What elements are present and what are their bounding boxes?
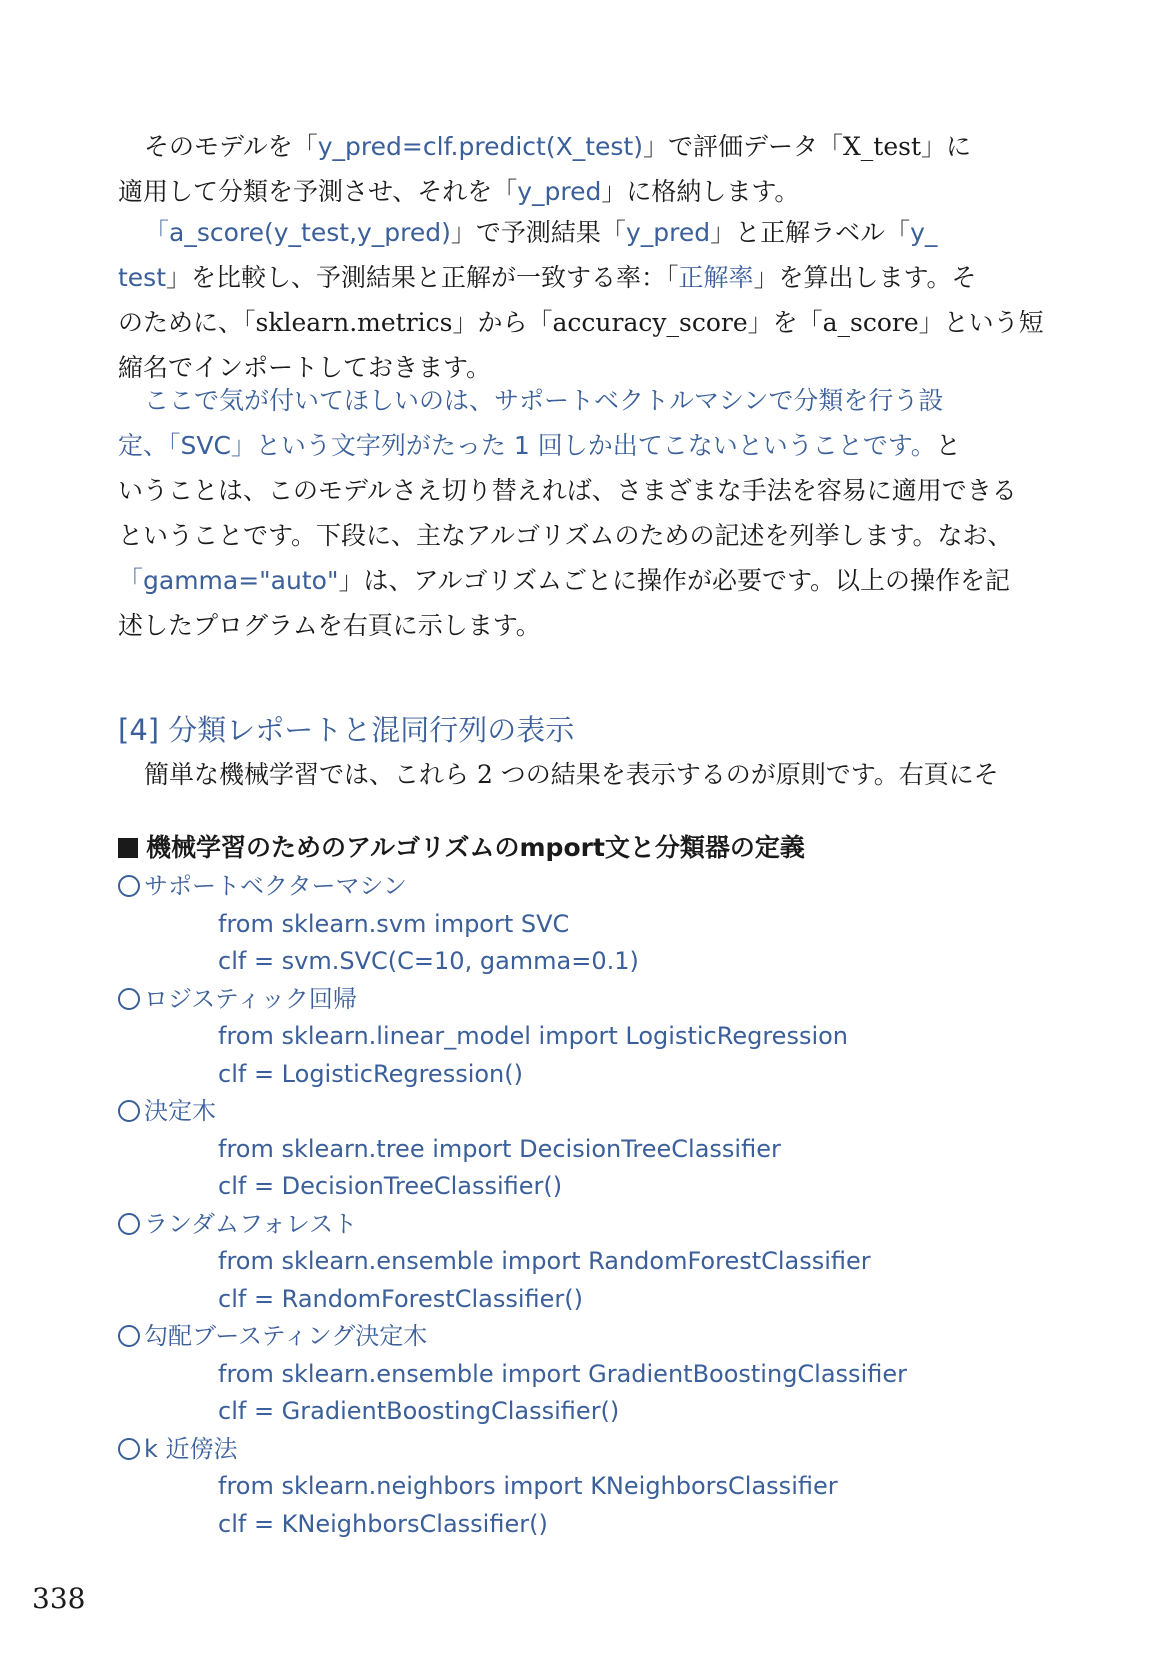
- algorithm-name: [118, 1318, 1118, 1356]
- highlight-span: 定、「SVC」という文字列がたった 1 回しか出てこないということです。: [118, 431, 936, 460]
- paragraph-1: [118, 124, 1048, 214]
- code-span: y_pred: [625, 218, 711, 247]
- import-statement: from sklearn.svm import SVC: [218, 909, 570, 938]
- algorithm-name: [118, 1093, 1118, 1131]
- classifier-definition: clf = DecisionTreeClassifier(): [218, 1172, 563, 1200]
- classifier-definition: clf = svm.SVC(C=10, gamma=0.1): [218, 947, 639, 975]
- code-span: y_pred=clf.predict(X_test): [317, 132, 643, 161]
- classifier-definition: clf = RandomForestClassifier(): [218, 1284, 583, 1313]
- algorithm-list: [118, 868, 1118, 1543]
- text-span: 」と正解ラベル「: [710, 218, 911, 247]
- square-bullet-icon: [118, 838, 138, 858]
- import-statement: from sklearn.ensemble import GradientBoostingClassifier: [218, 1359, 907, 1388]
- paragraph-line: いうことは、このモデルさえ切り替えれば、さまざまな手法を容易に適用できる: [118, 476, 1017, 505]
- import-statement: from sklearn.tree import DecisionTreeClassifier: [218, 1134, 781, 1163]
- algorithm-name-text: ランダムフォレスト: [144, 1209, 358, 1238]
- code-span: a_score(y_test,y_pred): [169, 218, 451, 247]
- code-span: gamma="auto": [143, 566, 339, 595]
- circle-bullet-icon: [118, 875, 140, 897]
- circle-bullet-icon: [118, 988, 140, 1010]
- list-item: [118, 1431, 1118, 1544]
- algorithm-name-text: サポートベクターマシン: [144, 872, 407, 900]
- classifier-definition: clf = LogisticRegression(): [218, 1059, 523, 1088]
- code-span: y_: [910, 218, 938, 247]
- import-statement: from sklearn.neighbors import KNeighborsClassifier: [218, 1472, 838, 1500]
- text-span: と: [935, 431, 961, 460]
- section-heading: [4] 分類レポートと混同行列の表示: [118, 713, 575, 747]
- code-span: y_pred: [517, 177, 602, 206]
- page-number: 338: [32, 1582, 86, 1615]
- list-item: [118, 1318, 1118, 1431]
- algorithm-name: [118, 1206, 1118, 1244]
- paragraph-line: ここで気が付いてほしいのは、サポートベクトルマシンで分類を行う設: [144, 386, 944, 415]
- paragraph-line: [118, 423, 1048, 468]
- algorithm-name: [118, 1431, 1118, 1469]
- paragraph-line: [118, 210, 1048, 255]
- paragraph-line: 簡単な機械学習では、これら 2 つの結果を表示するのが原則です。右頁にそ: [144, 760, 999, 789]
- paragraph-line: ということです。下段に、主なアルゴリズムのための記述を列挙します。なお、: [118, 521, 1013, 550]
- box-title-text: 機械学習のためのアルゴリズムのmport文と分類器の定義: [146, 833, 805, 862]
- paragraph-line: [118, 255, 1048, 300]
- code-span: test: [118, 263, 167, 292]
- circle-bullet-icon: [118, 1438, 140, 1460]
- algorithm-name-text: 勾配ブースティング決定木: [144, 1322, 428, 1350]
- list-item: [118, 1093, 1118, 1206]
- text-span: 適用して分類を予測させ、それを「: [118, 177, 518, 206]
- highlight-span: 正解率: [678, 263, 754, 292]
- paragraph-line: 縮名でインポートしておきます。: [118, 353, 492, 382]
- text-span: 」を比較し、予測結果と正解が一致する率：「: [166, 263, 679, 292]
- circle-bullet-icon: [118, 1325, 140, 1347]
- paragraph-line: [118, 169, 1048, 214]
- list-item: [118, 1206, 1118, 1319]
- algorithm-name: [118, 981, 1118, 1019]
- circle-bullet-icon: [118, 1100, 140, 1122]
- paragraph-2: [118, 210, 1048, 390]
- text-span: 」で予測結果「: [450, 218, 626, 247]
- text-span: 」に格納します。: [601, 177, 800, 206]
- circle-bullet-icon: [118, 1213, 140, 1235]
- text-span: 」は、アルゴリズムごとに操作が必要です。以上の操作を記: [338, 566, 1010, 595]
- text-span: 」を算出します。そ: [753, 263, 977, 292]
- box-title: [118, 828, 805, 864]
- text-span: 「: [118, 566, 144, 595]
- algorithm-name-text: ロジスティック回帰: [144, 984, 357, 1013]
- text-span: 」で評価データ「X_test」に: [642, 132, 971, 161]
- paragraph-line: [118, 558, 1048, 603]
- list-item: [118, 868, 1118, 981]
- text-span: そのモデルを「: [144, 132, 318, 161]
- text-span: 「: [144, 218, 170, 247]
- algorithm-name-text: k 近傍法: [144, 1434, 238, 1463]
- paragraph-line: 述したプログラムを右頁に示します。: [118, 611, 541, 640]
- import-statement: from sklearn.ensemble import RandomForestClassifier: [218, 1247, 871, 1275]
- paragraph-3: [118, 378, 1048, 648]
- classifier-definition: clf = KNeighborsClassifier(): [218, 1509, 548, 1538]
- classifier-definition: clf = GradientBoostingClassifier(): [218, 1397, 620, 1425]
- paragraph-line: のために、「sklearn.metrics」から「accuracy_score」を「a_score」という短: [118, 308, 1044, 337]
- algorithm-name-text: 決定木: [144, 1097, 216, 1125]
- paragraph-line: [118, 124, 1048, 169]
- import-statement: from sklearn.linear_model import LogisticRegression: [218, 1022, 849, 1050]
- section-paragraph: [118, 752, 1048, 797]
- algorithm-name: [118, 868, 1118, 906]
- list-item: [118, 981, 1118, 1094]
